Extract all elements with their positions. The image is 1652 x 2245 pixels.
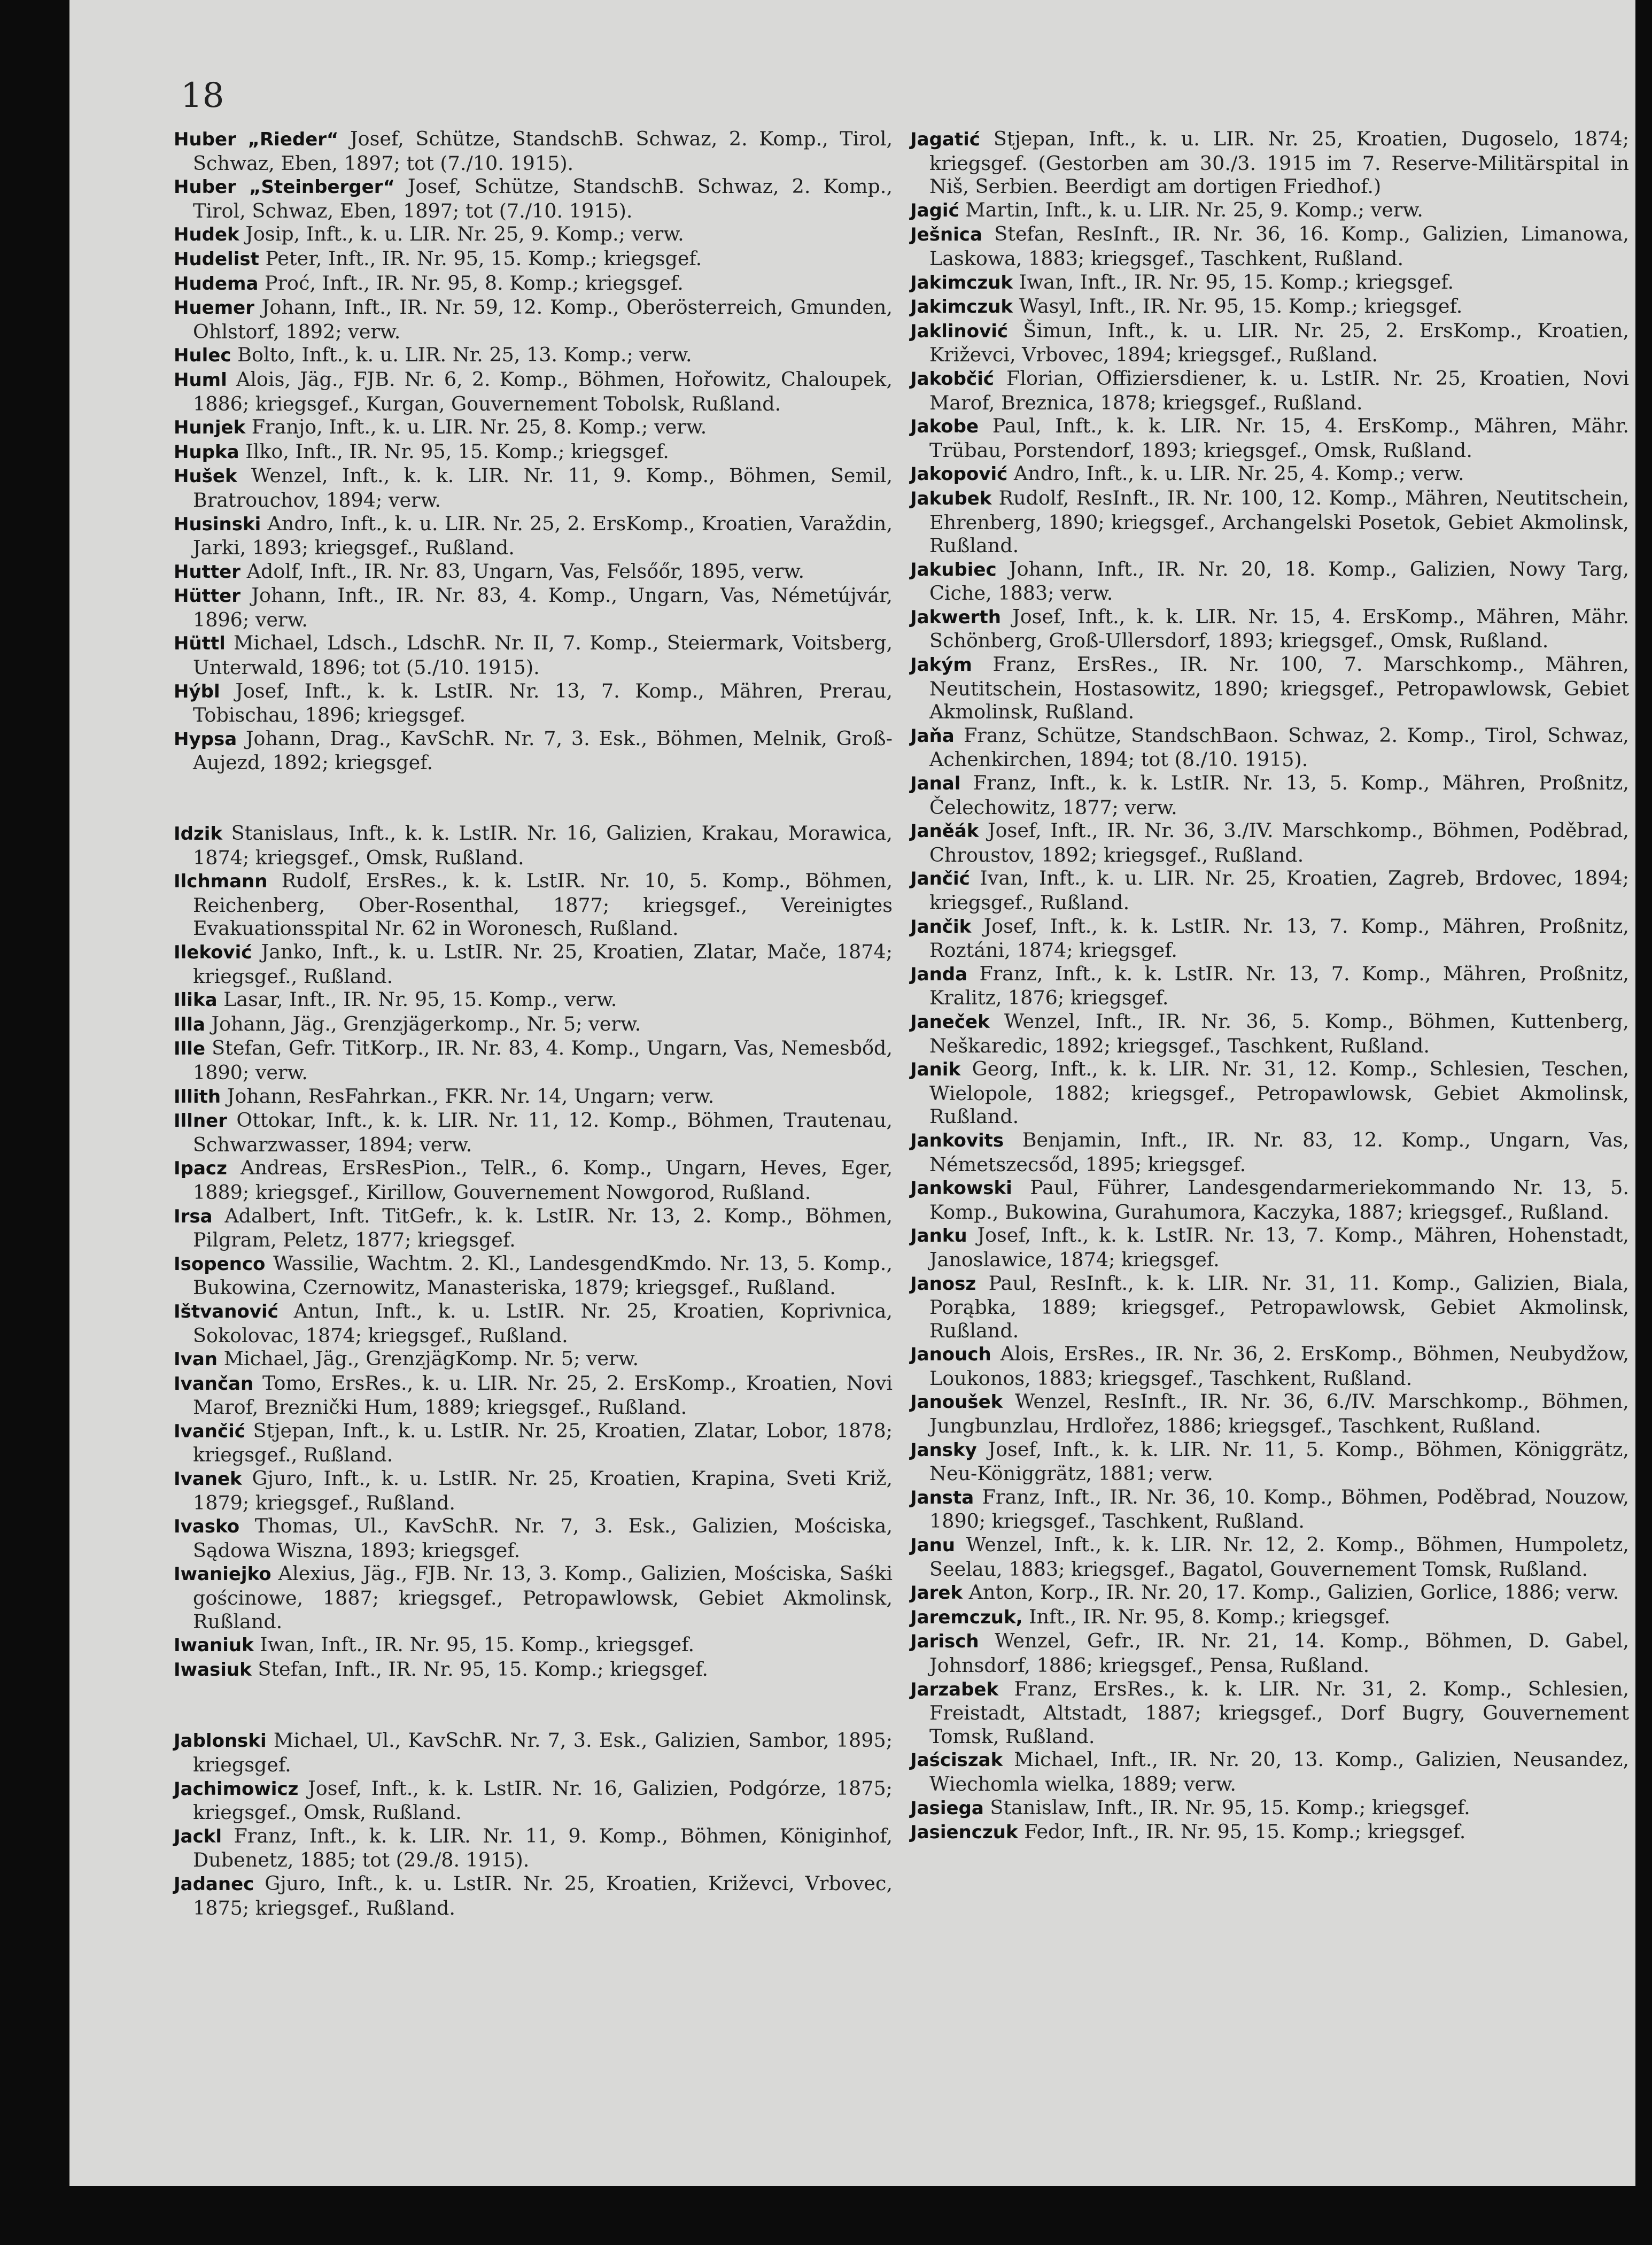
- right-column: [910, 127, 1629, 1845]
- entry-surname: Jaklinović: [910, 320, 1009, 342]
- entry-details: Franz, ErsRes., k. k. LIR. Nr. 31, 2. Komp., Schlesien, Freistadt, Altstadt, 1887; kriegsgef., Dorf Bugry, Gouvernement Tomsk, Rußland.: [929, 1677, 1629, 1748]
- register-entry: [910, 1128, 1629, 1176]
- entry-details: Josef, Schütze, StandschB. Schwaz, 2. Komp., Tirol, Schwaz, Eben, 1897; tot (7./10. 1915).: [193, 127, 893, 175]
- entry-details: Josip, Inft., k. u. LIR. Nr. 25, 9. Komp.; verw.: [239, 222, 684, 246]
- register-entry: [174, 584, 893, 631]
- entry-surname: Jankovits: [910, 1129, 1004, 1151]
- entry-surname: Hunjek: [174, 417, 246, 439]
- entry-surname: Ileković: [174, 942, 252, 963]
- entry-details: Ivan, Inft., k. u. LIR. Nr. 25, Kroatien, Zagreb, Brdovec, 1894; kriegsgef., Rußland.: [929, 866, 1629, 914]
- entry-details: Franz, ErsRes., IR. Nr. 100, 7. Marschkomp., Mähren, Neutitschein, Hostasowitz, 1890; kriegsgef., Petropawlowsk, Gebiet Akmolinsk, Rußland.: [929, 653, 1629, 724]
- entry-details: Alois, Jäg., FJB. Nr. 6, 2. Komp., Böhmen, Hořowitz, Chaloupek, 1886; kriegsgef., Kurgan, Gouvernement Tobolsk, Rußland.: [193, 367, 893, 415]
- entry-details: Stefan, Gefr. TitKorp., IR. Nr. 83, 4. Komp., Ungarn, Vas, Nemesbőd, 1890; verw.: [193, 1036, 893, 1084]
- entry-details: Johann, ResFahrkan., FKR. Nr. 14, Ungarn; verw.: [221, 1084, 715, 1108]
- entry-surname: Jackl: [174, 1825, 222, 1847]
- register-entry: [174, 1156, 893, 1204]
- entry-surname: Jakopović: [910, 463, 1008, 485]
- entry-details: Rudolf, ErsRes., k. k. LstIR. Nr. 10, 5. Komp., Böhmen, Reichenberg, Ober-Rosenthal, 1877; kriegsgef., Vereinigtes Evakuationsspital Nr. 62 in Woronesch, Rußland.: [193, 869, 893, 940]
- entry-surname: Hudema: [174, 273, 259, 295]
- entry-details: Stefan, Inft., IR. Nr. 95, 15. Komp.; kriegsgef.: [251, 1657, 708, 1681]
- entry-surname: Ipacz: [174, 1158, 227, 1180]
- entry-surname: Ištvanović: [174, 1300, 278, 1322]
- register-entry: [910, 1748, 1629, 1795]
- register-entry: [910, 915, 1629, 962]
- entry-surname: Jakwerth: [910, 606, 1001, 628]
- register-entry: [174, 1036, 893, 1084]
- entry-surname: Jasienczuk: [910, 1822, 1018, 1844]
- register-entry: [174, 222, 893, 247]
- register-entry: [174, 512, 893, 560]
- register-entry: [910, 486, 1629, 558]
- entry-details: Josef, Inft., k. k. LstIR. Nr. 16, Galizien, Podgórze, 1875; kriegsgef., Omsk, Rußland.: [193, 1776, 893, 1824]
- entry-surname: Huber „Rieder“: [174, 129, 339, 150]
- register-entry: [910, 1438, 1629, 1485]
- entry-details: Alexius, Jäg., FJB. Nr. 13, 3. Komp., Galizien, Mościska, Saśki gościnowe, 1887; kriegsgef., Petropawlowsk, Gebiet Akmolinsk, Rußland.: [193, 1562, 893, 1633]
- entry-surname: Hutter: [174, 561, 241, 583]
- register-entry: [174, 822, 893, 869]
- register-entry: [174, 1514, 893, 1562]
- entry-surname: Huemer: [174, 297, 254, 319]
- register-entry: [174, 1729, 893, 1776]
- entry-details: Stanislaus, Inft., k. k. LstIR. Nr. 16, Galizien, Krakau, Morawica, 1874; kriegsgef., Omsk, Rußland.: [193, 822, 893, 869]
- entry-details: Johann, Inft., IR. Nr. 83, 4. Komp., Ungarn, Vas, Németújvár, 1896; verw.: [193, 584, 893, 631]
- register-entry: [910, 295, 1629, 319]
- entry-surname: Jaremczuk,: [910, 1606, 1023, 1628]
- register-entry: [174, 1347, 893, 1372]
- register-entry: [174, 415, 893, 440]
- entry-details: Tomo, ErsRes., k. u. LIR. Nr. 25, 2. ErsKomp., Kroatien, Novi Marof, Breznički Hum, 1889; kriegsgef., Rußland.: [193, 1371, 893, 1419]
- entry-surname: Jakobčić: [910, 368, 994, 390]
- entry-details: Wenzel, Inft., k. k. LIR. Nr. 12, 2. Komp., Böhmen, Humpoletz, Seelau, 1883; kriegsgef., Bagatol, Gouvernement Tomsk, Rußland.: [929, 1533, 1629, 1581]
- entry-surname: Hušek: [174, 466, 237, 487]
- entry-details: Stjepan, Inft., k. u. LstIR. Nr. 25, Kroatien, Zlatar, Lobor, 1878; kriegsgef., Rußland.: [193, 1419, 893, 1467]
- entry-surname: Jančić: [910, 868, 970, 890]
- entry-surname: Iwasiuk: [174, 1659, 252, 1681]
- register-entry: [174, 1467, 893, 1514]
- entry-details: Benjamin, Inft., IR. Nr. 83, 12. Komp., Ungarn, Vas, Németszecsőd, 1895; kriegsgef.: [929, 1128, 1629, 1176]
- entry-surname: Janda: [910, 963, 968, 985]
- register-entry: [174, 127, 893, 175]
- register-entry: [910, 819, 1629, 866]
- entry-surname: Jakimczuk: [910, 272, 1013, 293]
- entry-surname: Ješnica: [910, 224, 982, 246]
- register-entry: [174, 1085, 893, 1109]
- register-entry: [174, 1372, 893, 1419]
- register-entry: [910, 1629, 1629, 1677]
- register-entry: [174, 940, 893, 988]
- register-entry: [174, 631, 893, 679]
- entry-details: Franz, Inft., k. k. LstIR. Nr. 13, 7. Komp., Mähren, Proßnitz, Kralitz, 1876; kriegsgef.: [929, 962, 1629, 1010]
- register-entry: [910, 1390, 1629, 1437]
- entry-surname: Hýbl: [174, 680, 220, 702]
- register-entry: [174, 1824, 893, 1872]
- entry-surname: Huber „Steinberger“: [174, 176, 395, 198]
- register-entry: [174, 440, 893, 465]
- entry-details: Josef, Inft., k. k. LIR. Nr. 11, 5. Komp., Böhmen, Königgrätz, Neu-Königgrätz, 1881; verw.: [929, 1437, 1629, 1485]
- entry-surname: Jaňa: [910, 725, 955, 747]
- register-entry: [910, 462, 1629, 486]
- register-entry: [910, 605, 1629, 653]
- entry-surname: Iwaniejko: [174, 1563, 272, 1585]
- entry-details: Gjuro, Inft., k. u. LstIR. Nr. 25, Kroatien, Križevci, Vrbovec, 1875; kriegsgef., Rußland.: [193, 1871, 893, 1919]
- entry-details: Wenzel, Gefr., IR. Nr. 21, 14. Komp., Böhmen, D. Gabel, Johnsdorf, 1886; kriegsgef., Pensa, Rußland.: [929, 1629, 1629, 1677]
- entry-surname: Illith: [174, 1086, 221, 1108]
- entry-details: Paul, Inft., k. k. LIR. Nr. 15, 4. ErsKomp., Mähren, Mähr. Trübau, Porstendorf, 1893; kriegsgef., Omsk, Rußland.: [929, 414, 1629, 462]
- register-entry: [910, 198, 1629, 223]
- entry-details: Johann, Jäg., Grenzjägerkomp., Nr. 5; verw.: [205, 1012, 641, 1035]
- entry-surname: Ivan: [174, 1349, 218, 1371]
- entry-surname: Jagatić: [910, 129, 980, 150]
- entry-surname: Hudelist: [174, 248, 259, 270]
- entry-surname: Janouch: [910, 1344, 991, 1366]
- entry-surname: Idzik: [174, 823, 223, 845]
- register-entry: [174, 1252, 893, 1299]
- entry-surname: Ivančan: [174, 1373, 254, 1395]
- entry-details: Stjepan, Inft., k. u. LIR. Nr. 25, Kroatien, Dugoselo, 1874; kriegsgef. (Gestorben am 30./3. 1915 im 7. Reserve-Militärspital in Niš, Serbien. Beerdigt am dortigen Friedhof.): [929, 127, 1629, 198]
- entry-details: Franjo, Inft., k. u. LIR. Nr. 25, 8. Komp.; verw.: [245, 415, 707, 439]
- register-entry: [174, 727, 893, 775]
- entry-surname: Jakobe: [910, 416, 979, 438]
- entry-surname: Illa: [174, 1013, 205, 1035]
- register-entry: [174, 1109, 893, 1156]
- entry-surname: Jaściszak: [910, 1749, 1003, 1771]
- register-entry: [910, 1820, 1629, 1845]
- entry-details: Josef, Inft., k. k. LIR. Nr. 15, 4. ErsKomp., Mähren, Mähr. Schönberg, Groß-Ullersdorf, 1893; kriegsgef., Omsk, Rußland.: [929, 605, 1629, 653]
- entry-details: Lasar, Inft., IR. Nr. 95, 15. Komp., verw.: [217, 988, 617, 1011]
- entry-details: Peter, Inft., IR. Nr. 95, 15. Komp.; kriegsgef.: [259, 246, 702, 270]
- entry-surname: Jakubiec: [910, 559, 997, 580]
- entry-details: Franz, Inft., k. k. LIR. Nr. 11, 9. Komp., Böhmen, Königinhof, Dubenetz, 1885; tot (29./8. 1915).: [193, 1824, 893, 1872]
- entry-surname: Ille: [174, 1038, 206, 1060]
- register-entry: [910, 962, 1629, 1010]
- page-number: 18: [181, 76, 224, 115]
- entry-surname: Ilika: [174, 989, 218, 1011]
- register-entry: [910, 1796, 1629, 1821]
- register-entry: [910, 1677, 1629, 1748]
- entry-details: Gjuro, Inft., k. u. LstIR. Nr. 25, Kroatien, Krapina, Sveti Križ, 1879; kriegsgef., Rußland.: [193, 1467, 893, 1514]
- entry-surname: Hupka: [174, 441, 239, 463]
- register-entry: [910, 558, 1629, 605]
- left-column: [174, 127, 893, 1919]
- register-entry: [910, 1272, 1629, 1343]
- entry-surname: Janosz: [910, 1273, 976, 1295]
- entry-details: Florian, Offiziersdiener, k. u. LstIR. Nr. 25, Kroatien, Novi Marof, Breznica, 1878; kriegsgef., Rußland.: [929, 366, 1629, 414]
- register-entry: [174, 368, 893, 415]
- entry-surname: Jankowski: [910, 1178, 1012, 1199]
- register-entry: [174, 1633, 893, 1658]
- entry-surname: Illner: [174, 1110, 227, 1132]
- entry-surname: Hudek: [174, 224, 239, 246]
- register-entry: [910, 1533, 1629, 1581]
- entry-details: Stefan, ResInft., IR. Nr. 36, 16. Komp., Galizien, Limanowa, Laskowa, 1883; kriegsgef., Taschkent, Rußland.: [929, 222, 1629, 270]
- register-entry: [174, 560, 893, 584]
- entry-details: Michael, Inft., IR. Nr. 20, 13. Komp., Galizien, Neusandez, Wiechomla wielka, 1889; verw.: [929, 1748, 1629, 1795]
- entry-surname: Jagić: [910, 199, 959, 221]
- book-page: [69, 0, 1635, 2186]
- register-entry: [174, 175, 893, 222]
- entry-details: Josef, Inft., k. k. LstIR. Nr. 13, 7. Komp., Mähren, Proßnitz, Roztáni, 1874; kriegsgef.: [929, 914, 1629, 962]
- entry-details: Alois, ErsRes., IR. Nr. 36, 2. ErsKomp., Böhmen, Neubydžow, Loukonos, 1883; kriegsgef., Taschkent, Rußland.: [929, 1342, 1629, 1390]
- entry-surname: Jakubek: [910, 487, 992, 509]
- entry-details: Iwan, Inft., IR. Nr. 95, 15. Komp.; kriegsgef.: [1013, 270, 1454, 293]
- entry-surname: Ilchmann: [174, 871, 268, 893]
- entry-details: Adolf, Inft., IR. Nr. 83, Ungarn, Vas, Felsőőr, 1895, verw.: [241, 559, 805, 583]
- entry-surname: Janeček: [910, 1011, 990, 1033]
- entry-surname: Huml: [174, 369, 227, 391]
- entry-details: Inft., IR. Nr. 95, 8. Komp.; kriegsgef.: [1022, 1605, 1391, 1628]
- register-entry: [910, 866, 1629, 914]
- register-entry: [174, 247, 893, 272]
- entry-details: Paul, ResInft., k. k. LIR. Nr. 31, 11. Komp., Galizien, Biala, Porąbka, 1889; kriegsgef., Petropawlowsk, Gebiet Akmolinsk, Rußland.: [929, 1271, 1629, 1342]
- entry-details: Rudolf, ResInft., IR. Nr. 100, 12. Komp., Mähren, Neutitschein, Ehrenberg, 1890; kriegsgef., Archangelski Posetok, Gebiet Akmolinsk, Rußland.: [929, 486, 1629, 558]
- register-entry: [910, 222, 1629, 270]
- entry-surname: Janal: [910, 773, 961, 795]
- entry-surname: Husinski: [174, 513, 261, 535]
- entry-surname: Hypsa: [174, 728, 237, 750]
- register-entry: [174, 343, 893, 368]
- entry-surname: Jarisch: [910, 1631, 979, 1653]
- entry-details: Johann, Inft., IR. Nr. 59, 12. Komp., Oberösterreich, Gmunden, Ohlstorf, 1892; verw.: [193, 296, 893, 343]
- entry-surname: Jadanec: [174, 1873, 254, 1895]
- entry-surname: Jakimczuk: [910, 296, 1013, 318]
- entry-surname: Jasiega: [910, 1797, 984, 1819]
- register-entry: [910, 1176, 1629, 1224]
- register-entry: [910, 414, 1629, 462]
- entry-details: Andro, Inft., k. u. LIR. Nr. 25, 4. Komp.; verw.: [1007, 462, 1464, 485]
- entry-surname: Jansky: [910, 1439, 977, 1461]
- register-entry: [910, 367, 1629, 414]
- entry-details: Andreas, ErsResPion., TelR., 6. Komp., Ungarn, Heves, Eger, 1889; kriegsgef., Kirillow, Gouvernement Nowgorod, Rußland.: [193, 1156, 893, 1204]
- entry-details: Iwan, Inft., IR. Nr. 95, 15. Komp., kriegsgef.: [253, 1633, 695, 1656]
- register-entry: [910, 1342, 1629, 1390]
- entry-surname: Jansta: [910, 1487, 974, 1508]
- entry-surname: Jarzabek: [910, 1678, 999, 1700]
- entry-details: Michael, Ul., KavSchR. Nr. 7, 3. Esk., Galizien, Sambor, 1895; kriegsgef.: [193, 1729, 893, 1776]
- entry-details: Anton, Korp., IR. Nr. 20, 17. Komp., Galizien, Gorlice, 1886; verw.: [963, 1581, 1619, 1604]
- entry-details: Šimun, Inft., k. u. LIR. Nr. 25, 2. ErsKomp., Kroatien, Križevci, Vrbovec, 1894; kriegsgef., Rußland.: [929, 319, 1629, 367]
- register-entry: [174, 1204, 893, 1252]
- register-entry: [174, 1419, 893, 1467]
- entry-details: Stanislaw, Inft., IR. Nr. 95, 15. Komp.; kriegsgef.: [983, 1795, 1470, 1819]
- entry-details: Franz, Inft., IR. Nr. 36, 10. Komp., Böhmen, Poděbrad, Nouzow, 1890; kriegsgef., Taschkent, Rußland.: [929, 1485, 1629, 1533]
- register-entry: [174, 988, 893, 1012]
- register-entry: [174, 296, 893, 343]
- register-entry: [174, 464, 893, 512]
- entry-surname: Ivanek: [174, 1468, 242, 1490]
- entry-surname: Ivančić: [174, 1420, 245, 1442]
- entry-details: Ottokar, Inft., k. k. LIR. Nr. 11, 12. Komp., Böhmen, Trautenau, Schwarzwasser, 1894; verw.: [193, 1109, 893, 1156]
- register-entry: [174, 1777, 893, 1824]
- register-entry: [910, 1485, 1629, 1533]
- entry-surname: Janěák: [910, 820, 979, 842]
- entry-details: Adalbert, Inft. TitGefr., k. k. LstIR. Nr. 13, 2. Komp., Böhmen, Pilgram, Peletz, 1877; kriegsgef.: [193, 1204, 893, 1252]
- entry-details: Proć, Inft., IR. Nr. 95, 8. Komp.; kriegsgef.: [258, 271, 684, 295]
- register-entry: [910, 1581, 1629, 1605]
- entry-details: Franz, Schütze, StandschBaon. Schwaz, 2. Komp., Tirol, Schwaz, Achenkirchen, 1894; tot (8./10. 1915).: [929, 723, 1629, 771]
- register-entry: [174, 1872, 893, 1919]
- entry-details: Fedor, Inft., IR. Nr. 95, 15. Komp.; kriegsgef.: [1018, 1820, 1466, 1844]
- register-entry: [174, 679, 893, 727]
- entry-details: Wassilie, Wachtm. 2. Kl., LandesgendKmdo. Nr. 13, 5. Komp., Bukowina, Czernowitz, Manasteriska, 1879; kriegsgef., Rußland.: [193, 1251, 893, 1299]
- entry-surname: Jakým: [910, 654, 972, 676]
- entry-details: Josef, Inft., k. k. LstIR. Nr. 13, 7. Komp., Mähren, Prerau, Tobischau, 1896; kriegsgef.: [193, 679, 893, 727]
- register-entry: [174, 1562, 893, 1633]
- entry-surname: Janik: [910, 1059, 961, 1081]
- entry-details: Michael, Ldsch., LdschR. Nr. II, 7. Komp., Steiermark, Voitsberg, Unterwald, 1896; tot (5./10. 1915).: [193, 631, 893, 679]
- entry-details: Janko, Inft., k. u. LstIR. Nr. 25, Kroatien, Zlatar, Mače, 1874; kriegsgef., Rußland.: [193, 940, 893, 988]
- entry-details: Johann, Inft., IR. Nr. 20, 18. Komp., Galizien, Nowy Targ, Ciche, 1883; verw.: [929, 557, 1629, 605]
- register-entry: [910, 127, 1629, 198]
- entry-surname: Ivasko: [174, 1516, 240, 1538]
- entry-details: Thomas, Ul., KavSchR. Nr. 7, 3. Esk., Galizien, Mościska, Sądowa Wiszna, 1893; kriegsgef.: [193, 1514, 893, 1562]
- entry-surname: Jarek: [910, 1582, 963, 1604]
- register-entry: [910, 1057, 1629, 1128]
- register-entry: [174, 869, 893, 940]
- entry-surname: Hüttl: [174, 633, 226, 655]
- entry-details: Wenzel, Inft., k. k. LIR. Nr. 11, 9. Komp., Böhmen, Semil, Bratrouchov, 1894; verw.: [193, 464, 893, 512]
- register-entry: [174, 1299, 893, 1347]
- entry-details: Josef, Inft., IR. Nr. 36, 3./IV. Marschkomp., Böhmen, Poděbrad, Chroustov, 1892; kriegsgef., Rußland.: [929, 819, 1629, 866]
- entry-details: Ilko, Inft., IR. Nr. 95, 15. Komp.; kriegsgef.: [239, 439, 669, 463]
- entry-surname: Hütter: [174, 585, 241, 607]
- entry-details: Bolto, Inft., k. u. LIR. Nr. 25, 13. Komp.; verw.: [231, 343, 692, 367]
- entry-details: Wenzel, ResInft., IR. Nr. 36, 6./IV. Marschkomp., Böhmen, Jungbunzlau, Hrdlořez, 1886; kriegsgef., Taschkent, Rußland.: [929, 1390, 1629, 1438]
- entry-details: Josef, Schütze, StandschB. Schwaz, 2. Komp., Tirol, Schwaz, Eben, 1897; tot (7./10. 1915).: [193, 175, 893, 222]
- entry-surname: Isopenco: [174, 1253, 266, 1275]
- register-entry: [174, 1658, 893, 1682]
- entry-details: Wenzel, Inft., IR. Nr. 36, 5. Komp., Böhmen, Kuttenberg, Neškaredic, 1892; kriegsgef., Taschkent, Rußland.: [929, 1009, 1629, 1057]
- entry-details: Andro, Inft., k. u. LIR. Nr. 25, 2. ErsKomp., Kroatien, Varaždin, Jarki, 1893; kriegsgef., Rußland.: [193, 512, 893, 560]
- register-entry: [910, 1224, 1629, 1271]
- entry-surname: Janku: [910, 1225, 967, 1247]
- entry-details: Antun, Inft., k. u. LstIR. Nr. 25, Kroatien, Koprivnica, Sokolovac, 1874; kriegsgef., Rußland.: [193, 1299, 893, 1347]
- entry-details: Wasyl, Inft., IR. Nr. 95, 15. Komp.; kriegsgef.: [1013, 295, 1463, 318]
- section-gap: [174, 1682, 893, 1729]
- register-entry: [910, 1010, 1629, 1057]
- entry-surname: Jančik: [910, 916, 972, 938]
- register-entry: [910, 319, 1629, 367]
- entry-surname: Jablonski: [174, 1730, 267, 1752]
- register-entry: [910, 724, 1629, 771]
- register-entry: [174, 1012, 893, 1037]
- entry-surname: Janoušek: [910, 1391, 1003, 1413]
- entry-details: Johann, Drag., KavSchR. Nr. 7, 3. Esk., Böhmen, Melnik, Groß-Aujezd, 1892; kriegsgef.: [193, 726, 893, 775]
- register-entry: [174, 272, 893, 296]
- register-entry: [910, 270, 1629, 295]
- entry-details: Martin, Inft., k. u. LIR. Nr. 25, 9. Komp.; verw.: [959, 198, 1423, 221]
- register-entry: [910, 771, 1629, 819]
- entry-details: Michael, Jäg., GrenzjägKomp. Nr. 5; verw.: [217, 1347, 639, 1371]
- entry-surname: Iwaniuk: [174, 1635, 254, 1656]
- entry-surname: Irsa: [174, 1205, 213, 1227]
- entry-details: Josef, Inft., k. k. LstIR. Nr. 13, 7. Komp., Mähren, Hohenstadt, Janoslawice, 1874; kriegsgef.: [929, 1224, 1629, 1271]
- entry-details: Paul, Führer, Landesgendarmeriekommando Nr. 13, 5. Komp., Bukowina, Gurahumora, Kaczyka, 1887; kriegsgef., Rußland.: [929, 1176, 1629, 1224]
- entry-surname: Jachimowicz: [174, 1778, 299, 1800]
- entry-details: Georg, Inft., k. k. LIR. Nr. 31, 12. Komp., Schlesien, Teschen, Wielopole, 1882; kriegsgef., Petropawlowsk, Gebiet Akmolinsk, Rußland.: [929, 1057, 1629, 1128]
- entry-surname: Hulec: [174, 345, 231, 367]
- register-entry: [910, 1605, 1629, 1630]
- section-gap: [174, 775, 893, 822]
- entry-details: Franz, Inft., k. k. LstIR. Nr. 13, 5. Komp., Mähren, Proßnitz, Čelechowitz, 1877; verw.: [929, 771, 1629, 819]
- entry-surname: Janu: [910, 1535, 956, 1557]
- register-entry: [910, 653, 1629, 724]
